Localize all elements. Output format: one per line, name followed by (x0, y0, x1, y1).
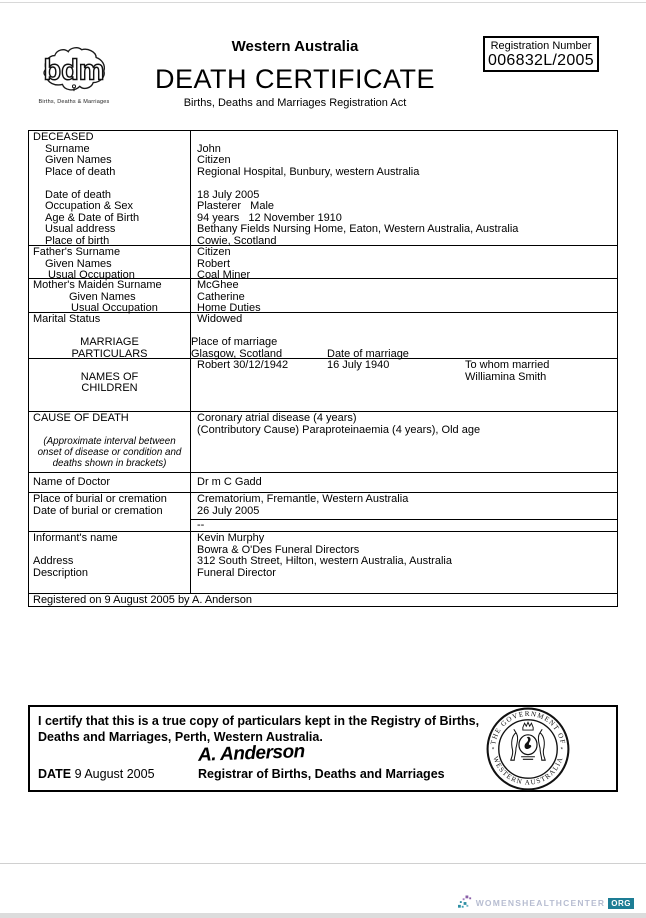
father-values (191, 246, 617, 281)
informant-name-value: Kevin Murphy (197, 532, 265, 544)
certify-statement-line-1: I certify that this is a true copy of particulars kept in the Registry of Births, (38, 714, 480, 728)
burial-values (191, 493, 617, 531)
registration-number-label: Registration Number (490, 40, 592, 52)
informant-address-label: Address (33, 555, 74, 567)
registration-number-value: 006832L/2005 (488, 52, 594, 69)
father-occupation-label: Usual Occupation (48, 269, 135, 281)
table-row-children (29, 359, 617, 412)
registered-statement: Registered on 9 August 2005 by A. Anderson (33, 594, 252, 606)
svg-text:THE GOVERNMENT OF: THE GOVERNMENT OF (489, 709, 567, 746)
registrar-signature: A. Anderson (197, 741, 306, 766)
usual-address-label: Usual address (45, 223, 116, 235)
registrar-title: Registrar of Births, Deaths and Marriages (198, 767, 445, 781)
table-row-deceased (29, 131, 617, 246)
certify-statement-line-2: Deaths and Marriages, Perth, Western Australia. (38, 730, 323, 744)
date-of-marriage-value: 16 July 1940 (327, 359, 390, 371)
page-title: DEATH CERTIFICATE (154, 64, 436, 94)
informant-description-value: Funeral Director (197, 566, 276, 579)
to-whom-married-value: Williamina Smith (465, 370, 547, 383)
cause-line-1: Coronary atrial disease (4 years) (197, 412, 357, 424)
date-of-death-value: 18 July 2005 (197, 188, 260, 201)
informant-name-label: Informant's name (33, 532, 118, 544)
name-of-doctor-value: Dr m C Gadd (197, 476, 262, 488)
mother-occupation-value: Home Duties (197, 302, 261, 314)
cause-interval-note: (Approximate interval between onset of disease or condition and deaths shown in brackets) (37, 436, 182, 469)
spacer (33, 360, 186, 372)
children-labels (29, 359, 191, 411)
svg-text:*: * (491, 747, 495, 754)
table-row-registered (29, 594, 617, 606)
particulars-table (28, 130, 618, 607)
certification-date (38, 767, 155, 781)
spacer (197, 178, 611, 190)
mother-maiden-surname-label: Mother's Maiden Surname (33, 279, 162, 291)
marriage-particulars-label: MARRIAGE PARTICULARS (71, 336, 148, 360)
father-given-names-value: Robert (197, 257, 231, 270)
bdm-logo-caption: Births, Deaths & Marriages (38, 99, 110, 105)
place-of-burial-label: Place of burial or cremation (33, 493, 167, 505)
mother-maiden-surname-value: McGhee (197, 279, 239, 291)
marital-status-label: Marital Status (33, 313, 101, 325)
marriage-labels (29, 313, 191, 358)
place-of-death-value: Regional Hospital, Bunbury, western Australia (197, 165, 420, 178)
date-label: DATE (38, 767, 72, 781)
page-top-divider (0, 2, 646, 3)
burial-values-main (191, 493, 617, 519)
certification-box (28, 705, 618, 792)
children-value: Robert 30/12/1942 (197, 359, 289, 371)
date-of-death-label: Date of death (45, 188, 112, 201)
informant-address-value: 312 South Street, Hilton, western Australia, Australia (197, 555, 452, 567)
surname-label: Surname (45, 142, 90, 155)
doctor-values (191, 473, 617, 492)
burial-labels (29, 493, 191, 531)
spacer (33, 178, 186, 190)
bdm-logo (30, 44, 118, 105)
watermark-dots-icon (458, 895, 473, 911)
doctor-labels (29, 473, 191, 492)
date-of-burial-label: Date of burial or cremation (33, 504, 163, 517)
table-row-burial (29, 493, 617, 532)
father-surname-value: Citizen (197, 246, 231, 258)
given-names-label: Given Names (45, 154, 112, 166)
usual-address-value: Bethany Fields Nursing Home, Eaton, Western Australia, Australia (197, 223, 519, 235)
name-of-doctor-label: Name of Doctor (33, 476, 111, 488)
cause-labels (29, 412, 191, 472)
watermark-site-name: WOMENSHEALTHCENTER (475, 898, 606, 908)
deceased-section-label: DECEASED (33, 131, 94, 143)
informant-organisation-value: Bowra & O'Des Funeral Directors (197, 543, 360, 556)
svg-text:*: * (560, 747, 564, 754)
to-whom-married-label: To whom married (465, 359, 550, 371)
place-of-birth-label: Place of birth (45, 234, 110, 247)
father-labels (29, 246, 191, 281)
cause-line-2: (Contributory Cause) Paraproteinaemia (4 years), Old age (197, 423, 481, 436)
occupation-sex-label: Occupation & Sex (45, 200, 134, 212)
burial-values-extra (191, 519, 617, 531)
footer-divider (0, 863, 646, 864)
table-row-cause-of-death (29, 412, 617, 473)
table-row-informant (29, 532, 617, 594)
cause-of-death-label: CAUSE OF DEATH (33, 412, 129, 424)
date-of-marriage-label: Date of marriage (327, 347, 409, 360)
father-surname-label: Father's Surname (33, 246, 121, 258)
page-bottom-band (0, 913, 646, 918)
marital-status-value: Widowed (197, 313, 243, 325)
watermark-org-badge: ORG (608, 898, 634, 909)
watermark (458, 895, 634, 911)
occupation-sex-value: Plasterer Male (197, 200, 275, 212)
names-of-children-label: NAMES OF CHILDREN (80, 370, 139, 394)
act-subtitle: Births, Deaths and Marriages Registration Act (183, 97, 407, 109)
place-of-marriage-value: Glasgow, Scotland (191, 347, 283, 360)
cause-values (191, 412, 617, 472)
registration-number-box (483, 36, 599, 72)
region-title: Western Australia (231, 38, 359, 55)
date-value: 9 August 2005 (74, 767, 155, 781)
age-dob-label: Age & Date of Birth (45, 211, 140, 224)
burial-dash-value: -- (197, 519, 205, 531)
informant-values (191, 532, 617, 593)
bdm-australia-logo-icon (33, 44, 115, 96)
informant-labels (29, 532, 191, 593)
mother-given-names-label: Given Names (69, 290, 136, 303)
svg-text:WESTERN AUSTRALIA: WESTERN AUSTRALIA (491, 755, 565, 787)
table-row-father (29, 246, 617, 279)
informant-description-label: Description (33, 566, 89, 579)
place-of-burial-value: Crematorium, Fremantle, Western Australia (197, 493, 409, 505)
government-seal-icon (485, 706, 571, 792)
svg-text:bdm: bdm (43, 54, 105, 87)
deceased-values (191, 131, 617, 245)
date-of-burial-value: 26 July 2005 (197, 504, 260, 517)
place-of-death-label: Place of death (45, 165, 116, 178)
deceased-labels (29, 131, 191, 245)
mother-occupation-label: Usual Occupation (71, 302, 158, 314)
table-row-doctor (29, 473, 617, 493)
place-of-marriage-label: Place of marriage (191, 336, 278, 348)
spacer (197, 132, 611, 144)
certificate-header (118, 38, 472, 109)
mother-given-names-value: Catherine (197, 290, 245, 303)
father-given-names-label: Given Names (45, 257, 112, 270)
spacer (33, 425, 186, 437)
mother-values (191, 279, 617, 312)
given-names-value: Citizen (197, 154, 231, 166)
mother-labels (29, 279, 191, 312)
father-occupation-value: Coal Miner (197, 269, 251, 281)
table-row-mother (29, 279, 617, 313)
surname-value: John (197, 142, 221, 155)
age-dob-value: 94 years 12 November 1910 (197, 211, 342, 224)
place-of-birth-value: Cowie, Scotland (197, 234, 277, 247)
children-values (191, 359, 617, 411)
